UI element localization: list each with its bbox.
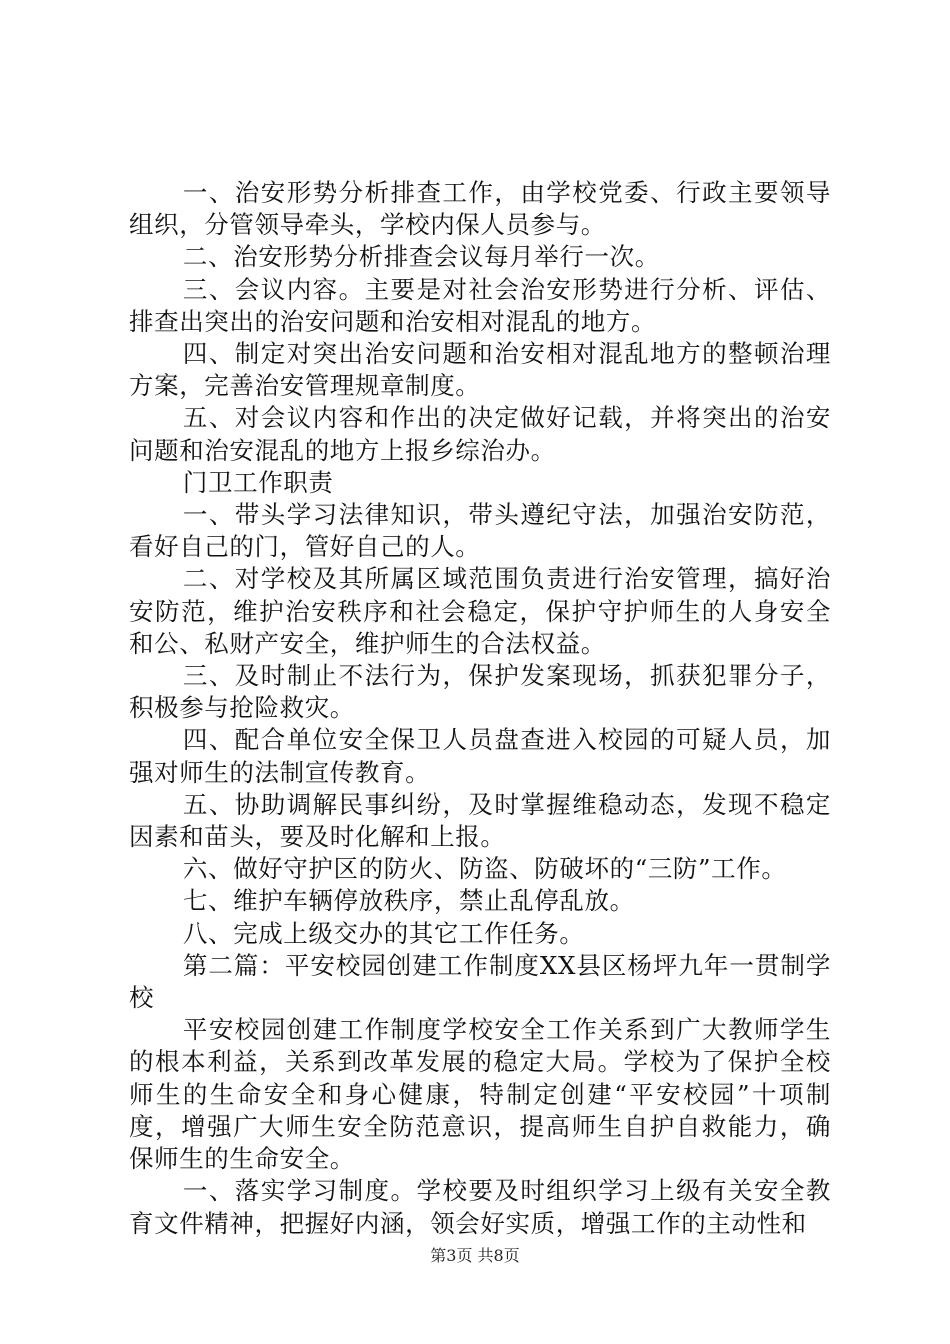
paragraph: 三、会议内容。主要是对社会治安形势进行分析、评估、排查出突出的治安问题和治安相对混乱的地方。: [129, 274, 831, 336]
document-body: [129, 177, 831, 1240]
paragraph: 七、维护车辆停放秩序，禁止乱停乱放。: [182, 886, 635, 916]
paragraph: 四、配合单位安全保卫人员盘查进入校园的可疑人员，加强对师生的法制宣传教育。: [129, 725, 831, 787]
paragraph: 一、治安形势分析排查工作，由学校党委、行政主要领导组织，分管领导牵头，学校内保人员参与。: [129, 178, 831, 240]
paragraph: 二、对学校及其所属区域范围负责进行治安管理，搞好治安防范，维护治安秩序和社会稳定，保护守护师生的人身安全和公、私财产安全，维护师生的合法权益。: [129, 564, 831, 658]
paragraph: 五、协助调解民事纠纷，及时掌握维稳动态，发现不稳定因素和苗头，要及时化解和上报。: [129, 789, 831, 852]
paragraph: 二、治安形势分析排查会议每月举行一次。: [182, 242, 660, 272]
paragraph: 五、对会议内容和作出的决定做好记载，并将突出的治安问题和治安混乱的地方上报乡综治办。: [129, 403, 831, 465]
paragraph: 八、完成上级交办的其它工作任务。: [182, 918, 585, 948]
paragraph: 一、落实学习制度。学校要及时组织学习上级有关安全教育文件精神，把握好内涵，领会好实质，增强工作的主动性和: [129, 1176, 831, 1238]
section-heading: 门卫工作职责: [182, 467, 334, 497]
paragraph: 四、制定对突出治安问题和治安相对混乱地方的整顿治理方案，完善治安管理规章制度。: [129, 339, 831, 401]
paragraph: 三、及时制止不法行为，保护发案现场，抓获犯罪分子，积极参与抢险救灾。: [129, 661, 831, 723]
paragraph: 六、做好守护区的防火、防盗、防破坏的“三防”工作。: [182, 854, 787, 884]
chapter-heading: 第二篇：平安校园创建工作制度XX县区杨坪九年一贯制学校: [129, 950, 831, 1013]
paragraph: 一、带头学习法律知识，带头遵纪守法，加强治安防范，看好自己的门，管好自己的人。: [129, 500, 831, 562]
paragraph: 平安校园创建工作制度学校安全工作关系到广大教师学生的根本利益，关系到改革发展的稳定大局。学校为了保护全校师生的生命安全和身心健康，特制定创建“平安校园”十项制度，增强广大师生安全防范意识，提高师生自护自救能力，确保师生的生命安全。: [129, 1015, 831, 1174]
page-number-footer: 第3页 共8页: [430, 1246, 520, 1265]
